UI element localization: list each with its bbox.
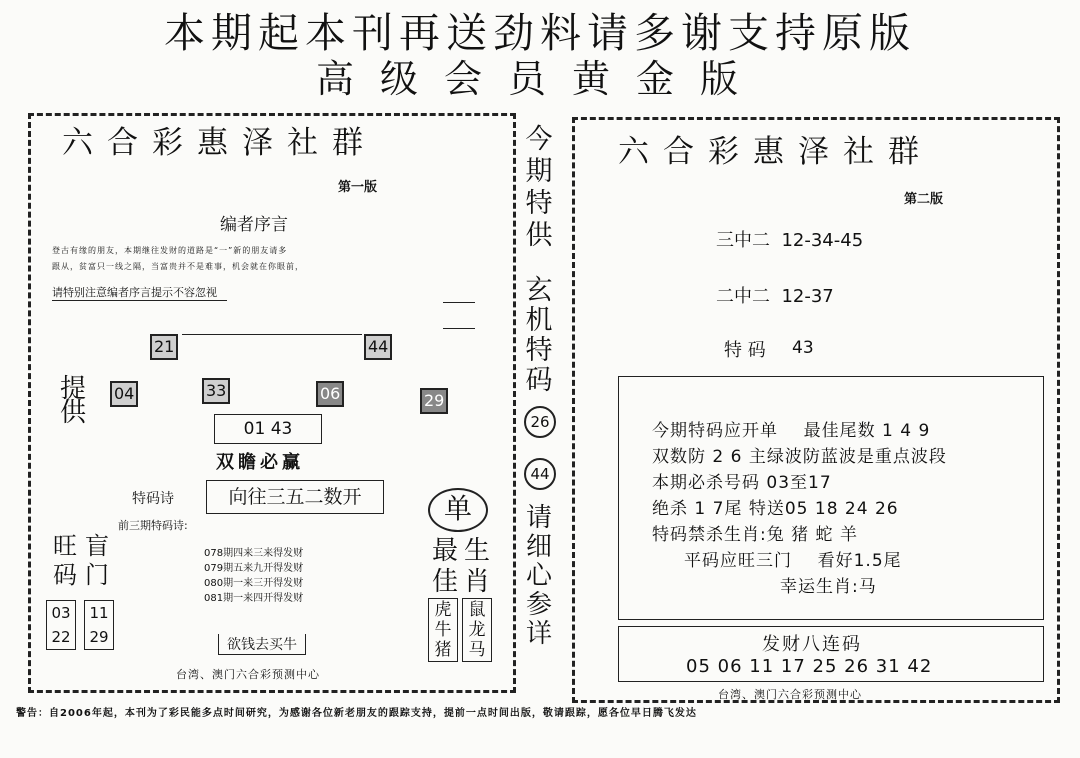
zodiac-char: 龙 — [468, 620, 486, 640]
lucky-numbers: 05 06 11 17 25 26 31 42 — [686, 656, 933, 677]
poem-label: 特码诗 — [132, 491, 174, 507]
zodiac-char: 虎 — [434, 600, 452, 620]
mang-number: 29 — [89, 628, 109, 646]
wang-number: 03 — [51, 604, 71, 622]
provide-label-1: 提 — [60, 374, 87, 404]
provide-label-2: 供 — [60, 398, 87, 428]
lucky-title: 发财八连码 — [762, 634, 862, 655]
mang-column — [80, 532, 114, 590]
divider — [443, 328, 475, 329]
numbers-box: 01 43 — [214, 414, 322, 444]
middle-char: 心 — [525, 561, 552, 591]
middle-char: 玄 — [525, 275, 553, 306]
left-footer: 台湾、澳门六合彩预测中心 — [176, 668, 320, 681]
zodiac-char: 马 — [468, 640, 486, 660]
middle-char: 今 — [525, 124, 553, 155]
list-item: 081期一来四开得发财 — [204, 593, 304, 604]
circle-number-a: 26 — [524, 406, 556, 438]
best-column — [428, 536, 462, 598]
middle-column-bottom — [522, 504, 556, 649]
wang-char: 旺 — [53, 532, 77, 560]
poem-box: 向往三五二数开 — [206, 480, 384, 514]
left-edition: 第一版 — [338, 180, 378, 195]
connector-line — [182, 334, 362, 335]
header-line-2: 高级会员黄金版 — [315, 57, 764, 101]
provide-number: 33 — [202, 378, 230, 404]
preface-title: 编者序言 — [220, 215, 288, 235]
zodiac-char: 鼠 — [468, 600, 486, 620]
pair-number-b: 44 — [364, 334, 392, 360]
middle-char: 详 — [525, 619, 552, 649]
er-zhong-er: 二中二 12-37 — [716, 286, 834, 307]
mang-char: 盲 — [85, 532, 109, 560]
mang-number: 11 — [89, 604, 109, 622]
middle-column-mid — [522, 276, 556, 396]
provide-number: 06 — [316, 381, 344, 407]
best-char: 最 — [431, 536, 458, 566]
best-char: 佳 — [431, 567, 458, 597]
prev-poem-list — [204, 546, 303, 606]
analysis-line: 本期必杀号码 03至17 — [652, 473, 832, 493]
left-title: 六合彩惠泽社群 — [62, 125, 377, 161]
right-footer: 台湾、澳门六合彩预测中心 — [718, 688, 862, 701]
middle-char: 特 — [525, 335, 553, 366]
tema-number: 43 — [792, 338, 814, 358]
analysis-line: 幸运生肖:马 — [780, 577, 877, 597]
slogan: 双瞻必赢 — [216, 452, 304, 473]
dan-badge: 单 — [428, 488, 488, 532]
right-title: 六合彩惠泽社群 — [618, 134, 933, 170]
right-edition: 第二版 — [904, 192, 944, 207]
header-line-1: 本期起本刊再送劲料请多谢支持原版 — [164, 9, 916, 57]
preface-notice: 请特别注意编者序言提示不容忽视 — [52, 284, 227, 301]
middle-char: 参 — [525, 590, 552, 620]
preface-line-1: 登古有缘的朋友，本期继往发财的道路是“一”新的朋友请多 — [52, 246, 288, 255]
prev-poem-label: 前三期特码诗: — [118, 519, 188, 532]
mang-char: 门 — [85, 561, 109, 589]
san-zhong-er: 三中二 12-34-45 — [716, 230, 864, 251]
list-item: 078期四来三来得发财 — [204, 548, 304, 559]
middle-char: 特 — [525, 188, 553, 219]
tema-label: 特 码 — [724, 340, 766, 361]
wang-numbers — [46, 600, 76, 650]
preface-line-2: 跟从，贫富只一线之隔，当富贵并不是难事，机会就在你眼前， — [52, 262, 304, 271]
provide-number: 29 — [420, 388, 448, 414]
middle-char: 请 — [525, 503, 552, 533]
bottom-note: 警告：自2006年起，本刊为了彩民能多点时间研究，为感谢各位新老朋友的跟踪支持，提前一点时间出版，敬请跟踪，愿各位早日腾飞发达 — [16, 708, 697, 719]
wang-char: 码 — [53, 561, 77, 589]
analysis-line: 绝杀 1 7尾 特送05 18 24 26 — [652, 499, 899, 519]
sheng-char: 生 — [463, 536, 490, 566]
zodiac-right — [462, 598, 492, 662]
middle-char: 机 — [525, 305, 553, 336]
middle-char: 期 — [525, 156, 553, 187]
middle-char: 供 — [525, 220, 553, 251]
sheng-column — [460, 536, 494, 598]
wang-number: 22 — [51, 628, 71, 646]
middle-char: 码 — [525, 365, 553, 396]
mang-numbers — [84, 600, 114, 650]
list-item: 079期五来九开得发财 — [204, 563, 304, 574]
sheng-char: 肖 — [463, 567, 490, 597]
middle-column-top — [522, 124, 556, 252]
money-text: 欲钱去买牛 — [218, 634, 306, 655]
zodiac-char: 猪 — [434, 640, 452, 660]
analysis-line: 今期特码应开单 最佳尾数 1 4 9 — [652, 421, 931, 441]
middle-char: 细 — [525, 532, 552, 562]
analysis-line: 平码应旺三门 看好1.5尾 — [684, 551, 902, 571]
provide-number: 04 — [110, 381, 138, 407]
pair-number-a: 21 — [150, 334, 178, 360]
list-item: 080期一来三开得发财 — [204, 578, 304, 589]
wang-column — [48, 532, 82, 590]
analysis-line: 特码禁杀生肖:兔 猪 蛇 羊 — [652, 525, 858, 545]
analysis-line: 双数防 2 6 主绿波防蓝波是重点波段 — [652, 447, 947, 467]
circle-number-b: 44 — [524, 458, 556, 490]
zodiac-char: 牛 — [434, 620, 452, 640]
divider — [443, 302, 475, 303]
zodiac-left — [428, 598, 458, 662]
